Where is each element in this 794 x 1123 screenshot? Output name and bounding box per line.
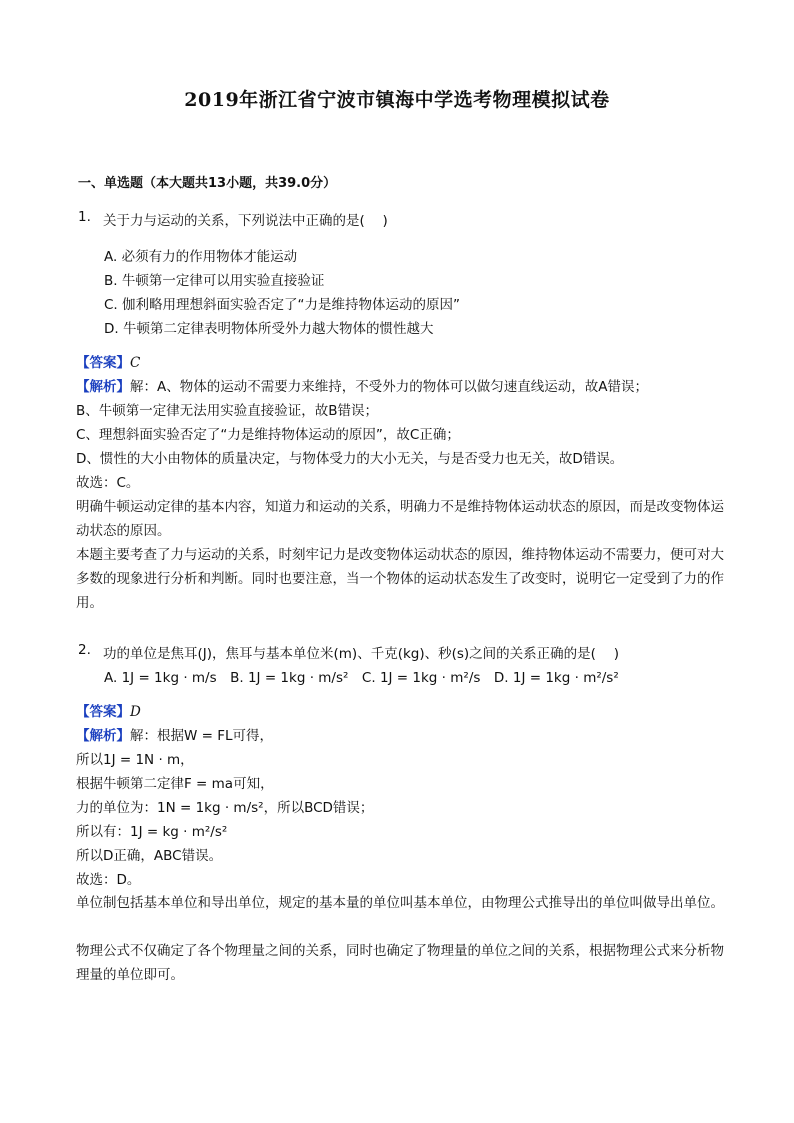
question-1-analysis-line-4: D、惯性的大小由物体的质量决定，与物体受力的大小无关，与是否受力也无关，故D错误。 [76,451,624,467]
page-title: 2019年浙江省宁波市镇海中学选考物理模拟试卷 [184,89,610,111]
question-1-option-a: A. 必须有力的作用物体才能运动 [104,249,298,265]
question-2-summary: 单位制包括基本单位和导出单位，规定的基本量的单位叫基本单位，由物理公式推导出的单位叫做导出单位。 [76,895,724,911]
answer-tag: 【答案】 [76,704,130,720]
answer-value: D [130,704,141,720]
answer-tag: 【答案】 [76,355,130,371]
question-1-option-c: C. 伽利略用理想斜面实验否定了“力是维持物体运动的原因” [104,297,460,313]
question-1-option-b: B. 牛顿第一定律可以用实验直接验证 [104,273,325,289]
question-1-summary: 明确牛顿运动定律的基本内容，知道力和运动的关系，明确力不是维持物体运动状态的原因，而是改变物体运动状态的原因。 [76,499,724,539]
question-1-analysis-line-2: B、牛顿第一定律无法用实验直接验证，故B错误； [76,403,379,419]
analysis-text: 解：根据W = FL可得， [130,728,274,744]
answer-value: C [130,355,141,371]
analysis-tag: 【解析】 [76,379,130,395]
question-2-stem: 功的单位是焦耳(J)，焦耳与基本单位米(m)、千克(kg)、秒(s)之间的关系正确的是( ) [103,646,620,662]
question-2-analysis-line-5: 所以有：1J = kg · m²/s² [76,824,228,840]
question-2-number: 2. [78,642,91,658]
question-1-comment: 本题主要考查了力与运动的关系，时刻牢记力是改变物体运动状态的原因，维持物体运动不需要力，便可对大多数的现象进行分析和判断。同时也要注意，当一个物体的运动状态发生了改变时，说明它一定受到了力的作用。 [76,547,724,611]
question-1-stem: 关于力与运动的关系，下列说法中正确的是( ) [103,213,388,229]
question-1-choice: 故选：C。 [76,475,140,491]
question-2-comment: 物理公式不仅确定了各个物理量之间的关系，同时也确定了物理量的单位之间的关系，根据物理公式来分析物理量的单位即可。 [76,943,724,983]
question-1-analysis-line-3: C、理想斜面实验否定了“力是维持物体运动的原因”，故C正确； [76,427,460,443]
question-2-analysis-line-2: 所以1J = 1N · m， [76,752,194,768]
question-2-choice: 故选：D。 [76,872,141,888]
section-heading: 一、单选题（本大题共13小题，共39.0分） [78,176,337,191]
analysis-text: 解：A、物体的运动不需要力来维持，不受外力的物体可以做匀速直线运动，故A错误； [130,379,648,395]
question-2-options: A. 1J = 1kg · m/s B. 1J = 1kg · m/s² C. 1J = 1kg · m²/s D. 1J = 1kg · m²/s² [104,670,619,686]
question-2-analysis-line-1 [76,727,273,745]
question-2-analysis-line-6: 所以D正确，ABC错误。 [76,848,223,864]
question-1-analysis-line-1 [76,378,648,396]
question-2-analysis-line-4: 力的单位为：1N = 1kg · m/s²，所以BCD错误； [76,800,374,816]
analysis-tag: 【解析】 [76,728,130,744]
question-1-option-d: D. 牛顿第二定律表明物体所受外力越大物体的惯性越大 [104,321,434,337]
question-2-answer [76,703,141,721]
question-1-number: 1. [78,209,91,225]
question-2-analysis-line-3: 根据牛顿第二定律F = ma可知， [76,776,274,792]
question-1-answer [76,354,140,372]
